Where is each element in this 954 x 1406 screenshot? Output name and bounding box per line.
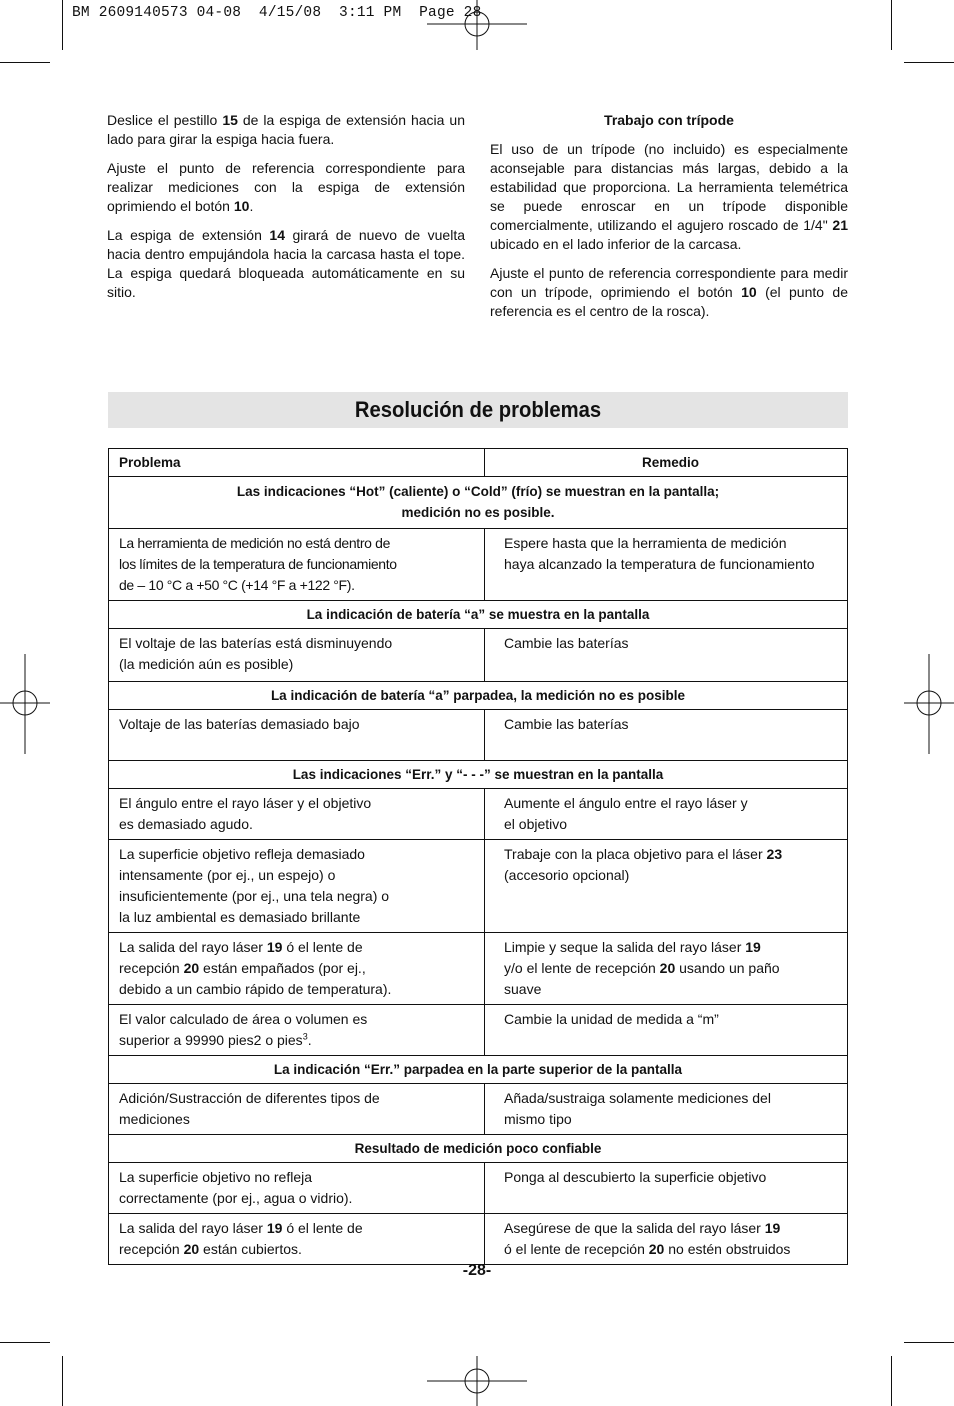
table-row xyxy=(109,1005,848,1056)
remedy-cell: Espere hasta que la herramienta de medición haya alcanzado la temperatura de funcionamiento xyxy=(485,529,848,601)
section-row-battery-blinking: La indicación de batería “a” parpadea, la medición no es posible xyxy=(109,682,848,710)
paragraph-pin-return: La espiga de extensión 14 girará de nuevo de vuelta hacia dentro empujándola hacia la carcasa hasta el tope. La espiga quedará bloqueada automáticamente en su sitio. xyxy=(107,227,466,300)
table-row xyxy=(109,789,848,840)
problem-cell: La salida del rayo láser 19 ó el lente de recepción 20 están empañados (por ej., debido a un cambio rápido de temperatura). xyxy=(109,933,485,1005)
section-row-unreliable-result: Resultado de medición poco confiable xyxy=(109,1135,848,1163)
left-column xyxy=(107,111,465,312)
registration-mark-top xyxy=(427,0,527,50)
registration-mark-right xyxy=(904,654,954,754)
remedy-cell: Trabaje con la placa objetivo para el láser 23 (accesorio opcional) xyxy=(485,840,848,933)
remedy-cell: Cambie las baterías xyxy=(485,629,848,682)
problem-cell: La superficie objetivo no refleja correctamente (por ej., agua o vidrio). xyxy=(109,1163,485,1214)
remedy-cell: Limpie y seque la salida del rayo láser 19 y/o el lente de recepción 20 usando un paño suave xyxy=(485,933,848,1005)
remedy-cell: Añada/sustraiga solamente mediciones del mismo tipo xyxy=(485,1084,848,1135)
table-row xyxy=(109,1214,848,1265)
section-row-battery-shown: La indicación de batería “a” se muestra en la pantalla xyxy=(109,601,848,629)
paragraph-tripod-use: El uso de un trípode (no incluido) es especialmente aconsejable para distancias más largas, debido a la estabilidad que proporciona. La herramienta telemétrica se puede enroscar en un trípode disponible comercialmente, utilizando el agujero roscado de 1/4" 21 ubicado en el lado inferior de la carcasa. xyxy=(490,141,848,252)
problem-cell: El voltaje de las baterías está disminuyendo (la medición aún es posible) xyxy=(109,629,485,682)
table-row xyxy=(109,840,848,933)
problem-cell: La salida del rayo láser 19 ó el lente de recepción 20 están cubiertos. xyxy=(109,1214,485,1265)
table-row xyxy=(109,1163,848,1214)
problem-cell: El ángulo entre el rayo láser y el objetivo es demasiado agudo. xyxy=(109,789,485,840)
paragraph-reference-point: Ajuste el punto de referencia correspondiente para realizar mediciones con la espiga de extensión oprimiendo el botón 10. xyxy=(107,160,465,214)
column-header-remedy: Remedio xyxy=(485,449,848,477)
table-row xyxy=(109,933,848,1005)
right-column xyxy=(490,111,848,331)
paragraph-tripod-reference: Ajuste el punto de referencia correspondiente para medir con un trípode, oprimiendo el botón 10 (el punto de referencia es el centro de la rosca). xyxy=(490,265,848,319)
table-header-row xyxy=(109,449,848,477)
registration-mark-bottom xyxy=(427,1356,527,1406)
remedy-cell: Ponga al descubierto la superficie objetivo xyxy=(485,1163,848,1214)
problem-cell: La herramienta de medición no está dentro de los límites de la temperatura de funcionamiento de – 10 °C a +50 °C (+14 °F a +122 °F). xyxy=(109,529,485,601)
section-title: Resolución de problemas xyxy=(354,397,602,422)
registration-mark-left xyxy=(0,654,50,754)
remedy-cell: Cambie la unidad de medida a “m” xyxy=(485,1005,848,1056)
problem-cell: La superficie objetivo refleja demasiado intensamente (por ej., un espejo) o insuficientemente (por ej., una tela negra) o la luz ambiental es demasiado brillante xyxy=(109,840,485,933)
table-row xyxy=(109,629,848,682)
tripod-heading: Trabajo con trípode xyxy=(604,112,734,128)
section-row-hot-cold: Las indicaciones “Hot” (caliente) o “Cold” (frío) se muestran en la pantalla; medición no es posible. xyxy=(109,477,848,529)
table-row xyxy=(109,529,848,601)
section-row-err-blinking: La indicación “Err.” parpadea en la parte superior de la pantalla xyxy=(109,1056,848,1084)
remedy-cell: Asegúrese de que la salida del rayo láser 19 ó el lente de recepción 20 no estén obstruidos xyxy=(485,1214,848,1265)
page-number: -28- xyxy=(462,1262,492,1279)
section-row-err-display: Las indicaciones “Err.” y “- - -” se muestran en la pantalla xyxy=(109,761,848,789)
remedy-cell: Cambie las baterías xyxy=(485,710,848,761)
problem-cell: Voltaje de las baterías demasiado bajo xyxy=(109,710,485,761)
table-row xyxy=(109,1084,848,1135)
problem-cell: Adición/Sustracción de diferentes tipos de mediciones xyxy=(109,1084,485,1135)
table-row xyxy=(109,710,848,761)
column-header-problem: Problema xyxy=(109,449,485,477)
paragraph-latch: Deslice el pestillo 15 de la espiga de extensión hacia un lado para girar la espiga hacia fuera. xyxy=(107,112,465,147)
remedy-cell: Aumente el ángulo entre el rayo láser y el objetivo xyxy=(485,789,848,840)
print-slug: BM 2609140573 04-08 4/15/08 3:11 PM Page 28 xyxy=(72,5,482,21)
problem-cell: El valor calculado de área o volumen es superior a 99990 pies2 o pies$^3$. xyxy=(109,1005,485,1056)
troubleshooting-table xyxy=(108,448,848,1265)
